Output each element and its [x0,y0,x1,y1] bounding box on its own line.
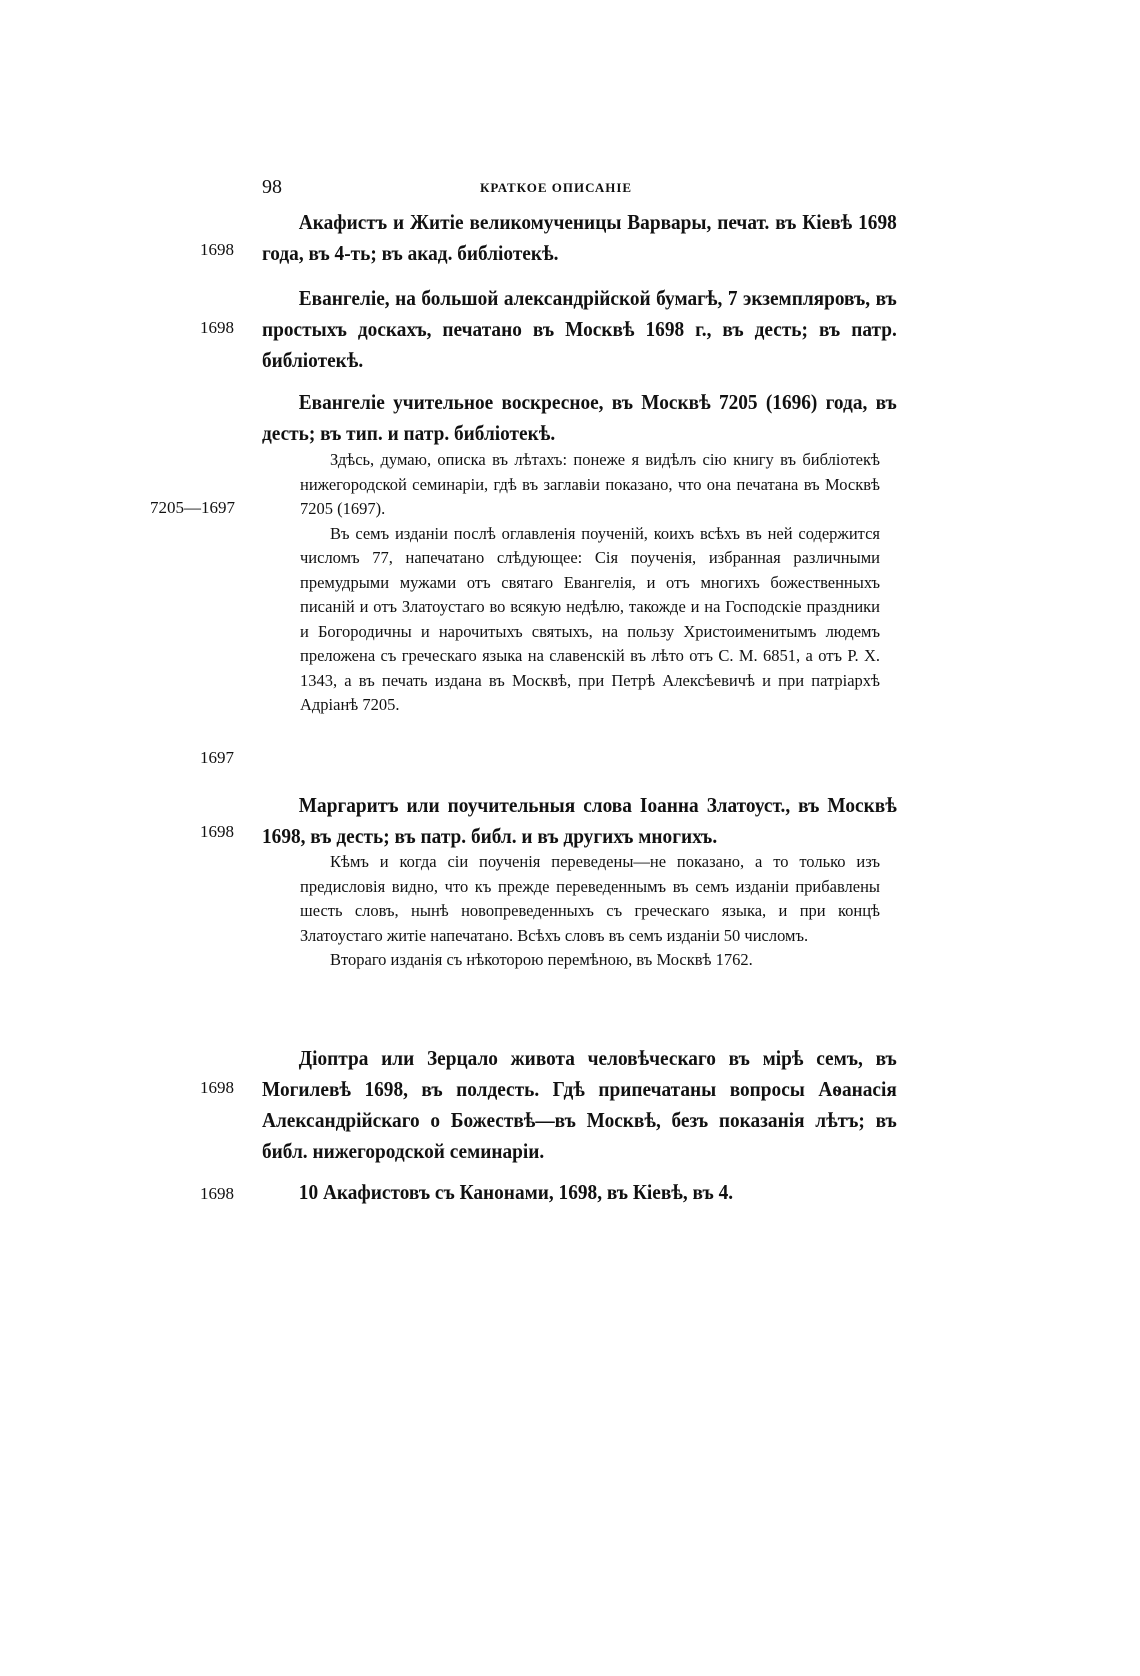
entry-margarit [262,790,897,852]
margin-year: 1698 [200,318,234,337]
margin-year: 1698 [200,240,234,259]
entry-text: Маргаритъ или поучительныя слова Іоанна Златоуст., въ Москвѣ 1698, въ десть; въ патр. библ. и въ другихъ многихъ. [262,793,897,848]
entry-akafist-varvara [262,207,897,269]
running-title: КРАТКОЕ ОПИСАНІЕ [480,180,633,195]
page-number: 98 [262,176,282,198]
note-paragraph: Здѣсь, думаю, описка въ лѣтахъ: понеже я видѣлъ сію книгу въ библіотекѣ нижегородской семинаріи, гдѣ въ заглавіи показано, что она печатана въ Москвѣ 7205 (1697). [300,450,880,518]
note-paragraph: Въ семъ изданіи послѣ оглавленія поученій, коихъ всѣхъ въ ней содержится числомъ 77, напечатано слѣдующее: Сія поученія, избранная различными премудрыми мужами отъ святаго Евангелія, и отъ многихъ божественныхъ писаній и отъ Златоустаго во всякую недѣлю, такожде и на Господскіе праздники и Богородичны и нарочитыхъ святыхъ, на пользу Христоименитымъ людемъ преложена съ греческаго языка на славенскій въ лѣто отъ С. М. 6851, а отъ Р. Х. 1343, а въ печать издана въ Москвѣ, при Петрѣ Алексѣевичѣ и при патріархѣ Адріанѣ 7205. [300,523,880,714]
entry-10-akafistov [262,1177,897,1208]
entry-note [300,448,880,718]
entry-dioptra [262,1043,897,1167]
entry-evangelie [262,283,897,376]
entry-text: Діоптра или Зерцало живота человѣческаго въ мірѣ семъ, въ Могилевѣ 1698, въ полдесть. Гдѣ припечатаны вопросы Аѳанасія Александрійскаго о Божествѣ—въ Москвѣ, безъ показанія лѣтъ; въ библ. нижегородской семинаріи. [262,1046,897,1163]
entry-text: Евангеліе, на большой александрійской бумагѣ, 7 экземпляровъ, въ простыхъ доскахъ, печатано въ Москвѣ 1698 г., въ десть; въ патр. библіотекѣ. [262,286,897,372]
note-paragraph: Втораго изданія съ нѣкоторою перемѣною, въ Москвѣ 1762. [330,950,753,969]
margin-year: 1698 [200,1078,234,1097]
margin-year: 7205—1697 [150,498,235,517]
margin-year-secondary: 1697 [200,748,234,767]
entry-evangelie-uchitelnoe [262,387,897,449]
entry-text: Евангеліе учительное воскресное, въ Москвѣ 7205 (1696) года, въ десть; въ тип. и патр. библіотекѣ. [262,390,897,445]
margin-year: 1698 [200,1184,234,1203]
entry-note [300,850,880,973]
entry-text: Акафистъ и Житіе великомученицы Варвары, печат. въ Кіевѣ 1698 года, въ 4-ть; въ акад. библіотекѣ. [262,210,897,265]
note-paragraph: Кѣмъ и когда сіи поученія переведены—не показано, а то только изъ предисловія видно, что къ прежде переведеннымъ въ семъ изданіи прибавлены шесть словъ, нынѣ новопреведенныхъ съ греческаго языка, и при концѣ Златоустаго житіе напечатано. Всѣхъ словъ въ семъ изданіи 50 числомъ. [300,852,880,945]
entry-text: 10 Акафистовъ съ Канонами, 1698, въ Кіевѣ, въ 4. [298,1180,734,1204]
margin-year: 1698 [200,822,234,841]
